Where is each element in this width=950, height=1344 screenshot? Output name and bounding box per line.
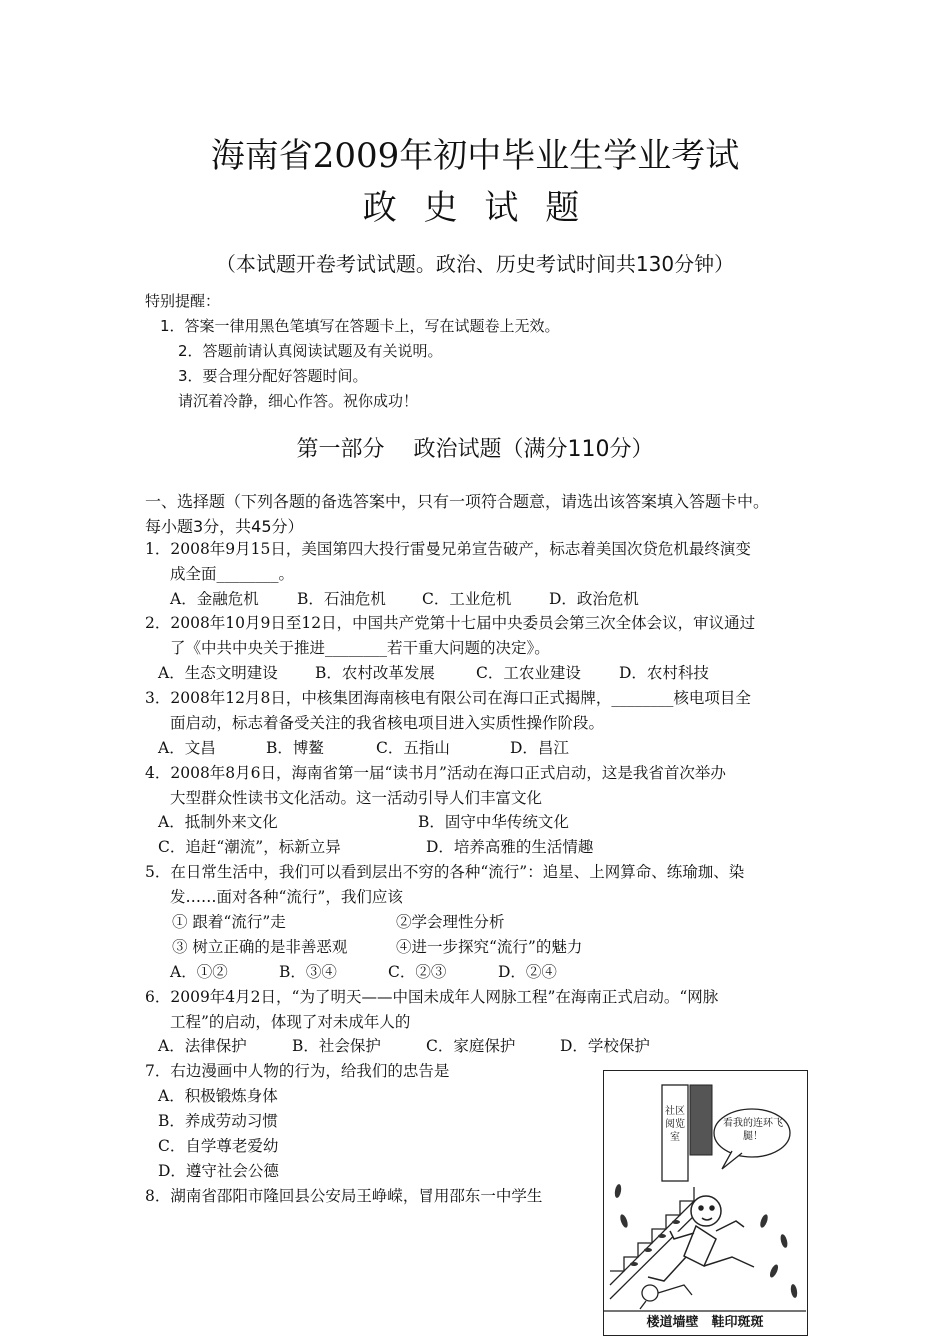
option-c: C．追赶“潮流”，标新立异 <box>158 838 341 856</box>
statement-1: ① 跟着“流行”走 <box>172 913 286 931</box>
cartoon-speech: 看我的连环飞腿！ <box>723 1118 783 1142</box>
option-c: C．家庭保护 <box>426 1037 516 1055</box>
option-d: D．政治危机 <box>549 590 639 608</box>
option-d: D．②④ <box>498 963 557 981</box>
question-7: 7．右边漫画中人物的行为，给我们的忠告是 <box>145 1062 450 1080</box>
question-3-cont: 面启动，标志着备受关注的我省核电项目进入实质性操作阶段。 <box>170 714 605 732</box>
cartoon-caption: 楼道墙壁 鞋印斑斑 <box>646 1315 764 1330</box>
question-6: 6．2009年4月2日，“为了明天——中国未成年人网脉工程”在海南正式启动。“网脉 <box>145 988 719 1006</box>
exam-title: 海南省2009年初中毕业生学业考试 <box>210 136 740 176</box>
option-d: D．学校保护 <box>560 1037 650 1055</box>
cartoon-illustration <box>603 1070 808 1336</box>
option-a: A．积极锻炼身体 <box>158 1087 278 1105</box>
question-6-cont: 工程”的启动，体现了对未成年人的 <box>170 1013 411 1031</box>
option-c: C．五指山 <box>376 739 450 757</box>
option-a: A．抵制外来文化 <box>158 813 278 831</box>
cartoon-sign: 社区阅览室 <box>665 1106 685 1143</box>
statement-4: ④进一步探究“流行”的魅力 <box>396 938 583 956</box>
option-c: C．自学尊老爱幼 <box>158 1137 279 1155</box>
option-b: B．固守中华传统文化 <box>418 813 569 831</box>
question-2-cont: 了《中共中央关于推进________若干重大问题的决定》。 <box>170 639 550 657</box>
option-d: D．培养高雅的生活情趣 <box>426 838 594 856</box>
section-heading-cont: 每小题3分，共45分） <box>145 517 304 536</box>
section-heading: 一、选择题（下列各题的备选答案中，只有一项符合题意，请选出该答案填入答题卡中。 <box>145 492 770 511</box>
option-b: B．③④ <box>279 963 337 981</box>
option-c: C．②③ <box>388 963 447 981</box>
option-d: D．农村科技 <box>619 664 709 682</box>
option-b: B．农村改革发展 <box>315 664 435 682</box>
option-a: A．文昌 <box>158 739 216 757</box>
notice-label: 特别提醒： <box>145 292 221 310</box>
option-b: B．石油危机 <box>297 590 386 608</box>
option-a: A．①② <box>170 963 228 981</box>
cartoon-drawing <box>604 1071 806 1334</box>
question-5: 5．在日常生活中，我们可以看到层出不穷的各种“流行”：追星、上网算命、练瑜珈、染 <box>145 863 745 881</box>
option-a: A．金融危机 <box>170 590 259 608</box>
option-b: B．博鳌 <box>266 739 324 757</box>
statement-2: ②学会理性分析 <box>396 913 505 931</box>
question-1: 1．2008年9月15日，美国第四大投行雷曼兄弟宣告破产，标志着美国次贷危机最终演变 <box>145 540 751 558</box>
notice-wish: 请沉着冷静，细心作答。祝你成功！ <box>178 392 419 410</box>
statement-3: ③ 树立正确的是非善恶观 <box>172 938 348 956</box>
notice-item: 1．答案一律用黑色笔填写在答题卡上，写在试题卷上无效。 <box>160 317 560 335</box>
option-b: B．社会保护 <box>292 1037 381 1055</box>
option-c: C．工农业建设 <box>476 664 581 682</box>
option-b: B．养成劳动习惯 <box>158 1112 278 1130</box>
part1-title: 第一部分 政治试题（满分110分） <box>296 437 654 462</box>
option-d: D．遵守社会公德 <box>158 1162 279 1180</box>
question-1-cont: 成全面________。 <box>170 565 295 583</box>
exam-subtitle: （本试题开卷考试试题。政治、历史考试时间共130分钟） <box>215 252 735 276</box>
option-c: C．工业危机 <box>422 590 512 608</box>
option-a: A．法律保护 <box>158 1037 247 1055</box>
question-2: 2．2008年10月9日至12日，中国共产党第十七届中央委员会第三次全体会议，审议通过 <box>145 614 756 632</box>
question-3: 3．2008年12月8日，中核集团海南核电有限公司在海口正式揭牌，________核电项目全 <box>145 689 751 707</box>
question-4: 4．2008年8月6日，海南省第一届“读书月”活动在海口正式启动，这是我省首次举办 <box>145 764 726 782</box>
option-a: A．生态文明建设 <box>158 664 278 682</box>
notice-item: 3．要合理分配好答题时间。 <box>178 367 368 385</box>
exam-subject-title: 政 史 试 题 <box>362 188 588 228</box>
question-5-cont: 发……面对各种“流行”，我们应该 <box>170 888 403 906</box>
option-d: D．昌江 <box>510 739 569 757</box>
question-8: 8．湖南省邵阳市隆回县公安局王峥嵘，冒用邵东一中学生 <box>145 1187 543 1205</box>
question-4-cont: 大型群众性读书文化活动。这一活动引导人们丰富文化 <box>170 789 543 807</box>
notice-item: 2．答题前请认真阅读试题及有关说明。 <box>178 342 443 360</box>
